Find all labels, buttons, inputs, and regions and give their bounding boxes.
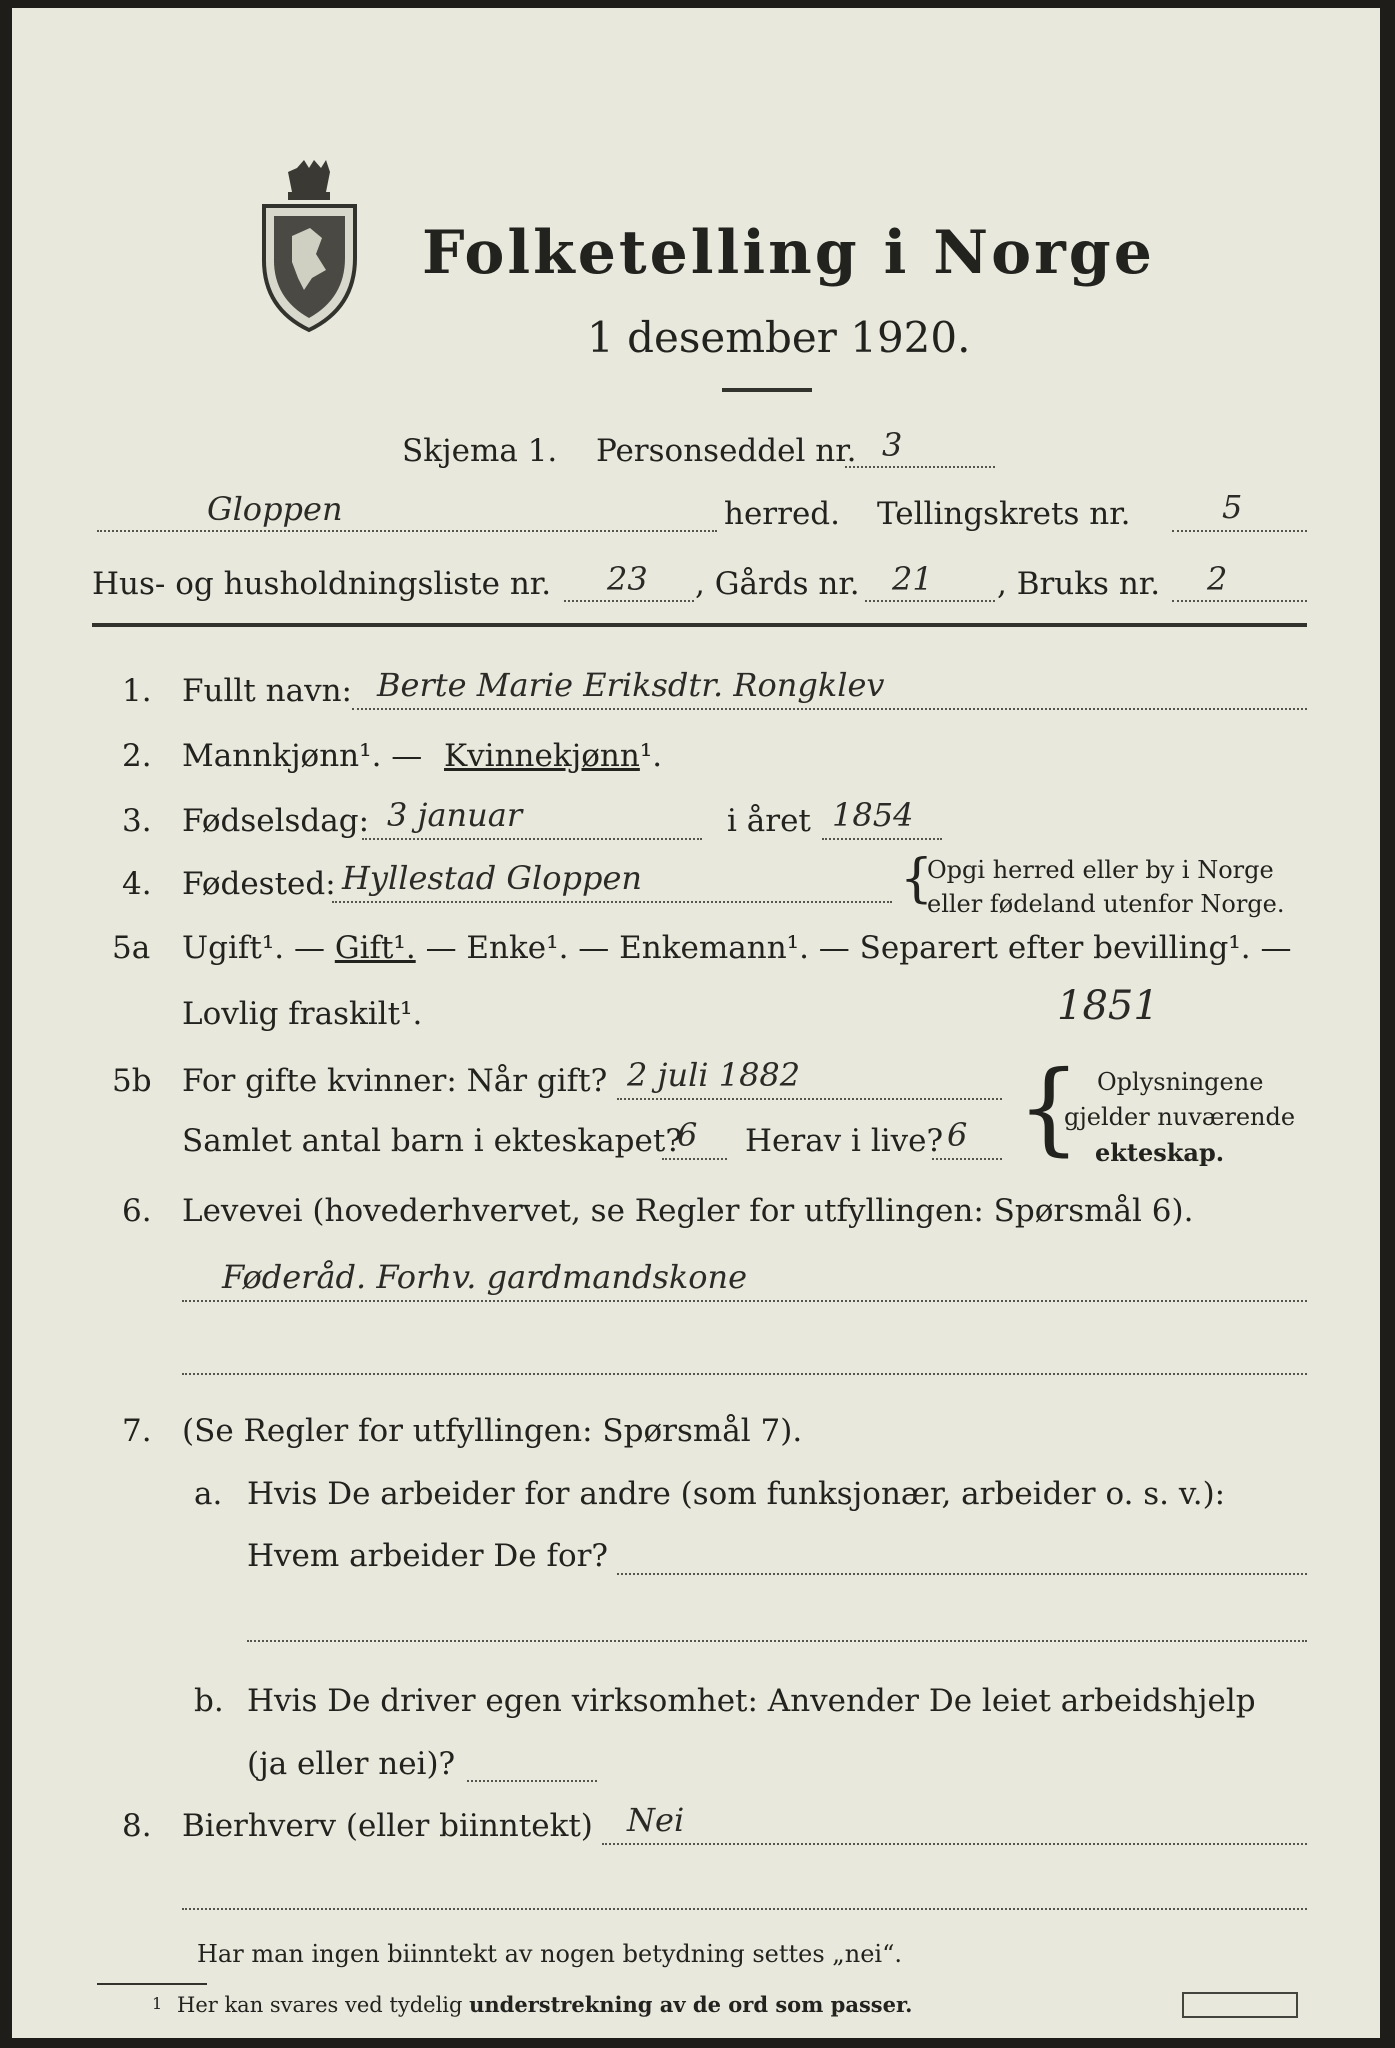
q5b-barn-value: 6: [677, 1116, 698, 1154]
coat-of-arms-icon: [252, 158, 367, 333]
gards-line: [865, 600, 995, 602]
form-date: 1 desember 1920.: [587, 313, 971, 362]
personseddel-line: [845, 466, 995, 468]
q8-note: Har man ingen biinntekt av nogen betydning settes „nei“.: [197, 1940, 902, 1968]
q3-year-label: i året: [727, 803, 811, 839]
q7b-letter: b.: [194, 1683, 224, 1719]
q7-number: 7.: [122, 1413, 152, 1449]
q8-line-1: [602, 1843, 1307, 1845]
skjema-label: Skjema 1.: [402, 433, 558, 469]
q5a-rest: — Enke¹. — Enkemann¹. — Separert efter bevilling¹. —: [425, 930, 1292, 966]
q6-value: Føderåd. Forhv. gardmandskone: [222, 1258, 748, 1296]
q2-label-c: ¹.: [639, 738, 663, 774]
q4-note-1: Opgi herred eller by i Norge: [927, 856, 1274, 884]
bruks-label: , Bruks nr.: [997, 566, 1161, 602]
q3-number: 3.: [122, 803, 152, 839]
q5b-line: [617, 1098, 1002, 1100]
header-rule: [92, 623, 1307, 627]
q1-value: Berte Marie Eriksdtr. Rongklev: [377, 666, 885, 704]
q2-label-a: Mannkjønn¹. —: [182, 738, 423, 774]
q8-label: Bierhverv (eller biinntekt): [182, 1808, 593, 1844]
footnote-number: 1: [152, 1994, 163, 2013]
q4-label: Fødested:: [182, 866, 336, 902]
q1-label: Fullt navn:: [182, 673, 352, 709]
q8-number: 8.: [122, 1808, 152, 1844]
q5b-value: 2 juli 1882: [627, 1056, 801, 1094]
q4-number: 4.: [122, 866, 152, 902]
q2-number: 2.: [122, 738, 152, 774]
q5b-note-1: Oplysningene: [1097, 1068, 1264, 1096]
q3-line: [362, 838, 702, 840]
tellingskrets-value: 5: [1222, 488, 1243, 526]
printer-stamp: [1182, 1992, 1298, 2018]
gards-label: , Gårds nr.: [695, 566, 860, 602]
husliste-label: Hus- og husholdningsliste nr.: [92, 566, 552, 602]
tellingskrets-label: Tellingskrets nr.: [877, 496, 1131, 532]
footnote-text: [177, 1992, 912, 2017]
q5b-live-value: 6: [947, 1116, 968, 1154]
q6-line-1: [182, 1300, 1307, 1302]
q8-line-2: [182, 1908, 1307, 1910]
husliste-line: [564, 600, 694, 602]
footnote-text-b: understrekning av de ord som passer.: [469, 1992, 913, 2017]
q7a-label-1: Hvis De arbeider for andre (som funksjonær, arbeider o. s. v.):: [247, 1476, 1226, 1512]
husliste-value: 23: [607, 560, 648, 598]
q7b-label-2: (ja eller nei)?: [247, 1746, 456, 1782]
q7a-letter: a.: [194, 1476, 223, 1512]
personseddel-value: 3: [882, 426, 903, 464]
q5b-barn-label: Samlet antal barn i ekteskapet?: [182, 1123, 682, 1159]
q4-brace: {: [900, 849, 934, 909]
q6-number: 6.: [122, 1193, 152, 1229]
q2-label-b: Kvinnekjønn: [444, 738, 640, 774]
form-title: Folketelling i Norge: [422, 218, 1155, 288]
q5b-brace: {: [1017, 1049, 1081, 1166]
q5a-fraskilt: Lovlig fraskilt¹.: [182, 996, 423, 1032]
q4-line: [332, 901, 892, 903]
q4-value: Hyllestad Gloppen: [342, 859, 642, 897]
q5a-ugift: Ugift¹. —: [182, 930, 325, 966]
q3-year-value: 1854: [832, 796, 914, 834]
herred-line: [97, 530, 717, 532]
census-form-page: [12, 8, 1380, 2038]
q2-label-group: [444, 738, 662, 774]
q5b-number: 5b: [112, 1063, 152, 1099]
bruks-value: 2: [1207, 560, 1228, 598]
q1-line: [352, 708, 1307, 710]
q5a-gift: Gift¹.: [334, 930, 416, 966]
q8-value: Nei: [627, 1801, 685, 1839]
personseddel-label: Personseddel nr.: [596, 433, 857, 469]
footnote-text-a: Her kan svares ved tydelig: [177, 1993, 470, 2017]
q5a-text-group: [182, 930, 1291, 966]
title-divider: [722, 388, 812, 392]
q5a-number: 5a: [112, 930, 151, 966]
q7a-label-2: Hvem arbeider De for?: [247, 1538, 609, 1574]
bruks-line: [1172, 600, 1307, 602]
q3-value: 3 januar: [387, 796, 523, 834]
q5b-note-3: ekteskap.: [1095, 1138, 1225, 1167]
q6-label: Levevei (hovederhvervet, se Regler for utfyllingen: Spørsmål 6).: [182, 1193, 1194, 1229]
q7a-line-2: [247, 1640, 1307, 1642]
q3-label: Fødselsdag:: [182, 803, 370, 839]
q1-number: 1.: [122, 673, 152, 709]
q7-label: (Se Regler for utfyllingen: Spørsmål 7).: [182, 1413, 803, 1449]
gards-value: 21: [892, 560, 933, 598]
herred-value: Gloppen: [207, 490, 343, 528]
q7b-label-1: Hvis De driver egen virksomhet: Anvender De leiet arbeidshjelp: [247, 1683, 1256, 1719]
q5b-live-label: Herav i live?: [745, 1123, 944, 1159]
q3-year-line: [822, 838, 942, 840]
q5b-note-2: gjelder nuværende: [1064, 1103, 1296, 1131]
q7a-line-1: [617, 1573, 1307, 1575]
footnote-rule: [97, 1983, 207, 1985]
q4-note-2: eller fødeland utenfor Norge.: [927, 890, 1285, 918]
q5b-label: For gifte kvinner: Når gift?: [182, 1063, 608, 1099]
q5b-barn-line: [662, 1158, 727, 1160]
tellingskrets-line: [1172, 530, 1307, 532]
q5a-extra-value: 1851: [1057, 983, 1159, 1029]
q7b-line: [467, 1780, 597, 1782]
herred-label: herred.: [724, 496, 840, 532]
q5b-live-line: [932, 1158, 1002, 1160]
q6-line-2: [182, 1373, 1307, 1375]
